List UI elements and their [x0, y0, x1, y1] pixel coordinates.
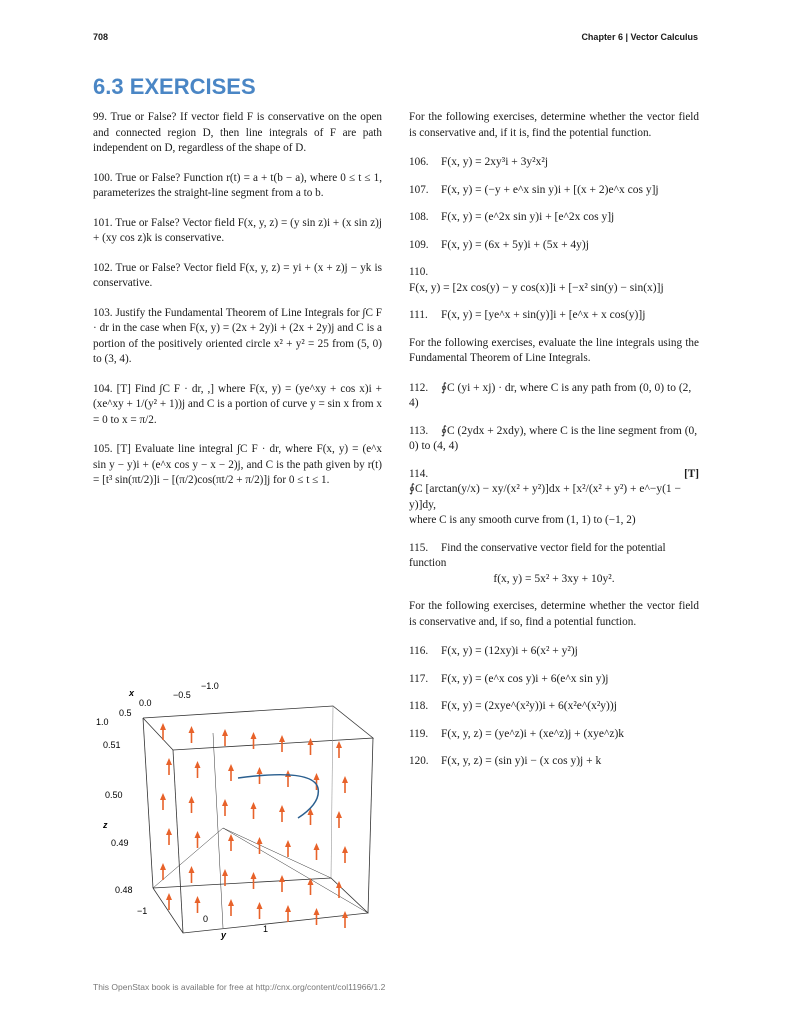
- vector-arrow: [342, 776, 348, 793]
- vector-arrow: [189, 726, 195, 743]
- exercise-113: [409, 424, 699, 455]
- exercise-equation: F(x, y) = (6x + 5y)i + (5x + 4y)j: [441, 238, 589, 251]
- axis-label-x: x: [129, 688, 135, 698]
- x-tick: −1.0: [201, 681, 219, 691]
- exercise-number: 100.: [93, 171, 113, 184]
- intro-fundamental-theorem: For the following exercises, evaluate the line integrals using the Fundamental Theorem of Line Integrals.: [409, 336, 699, 364]
- curve-C: [238, 775, 318, 818]
- x-tick: 0.0: [139, 698, 152, 708]
- y-tick: −1: [137, 906, 148, 916]
- right-column: [409, 110, 699, 782]
- intro-conservative: For the following exercises, determine whether the vector field is conservative and, if it is, find the potential function.: [409, 111, 699, 139]
- left-column: [93, 110, 382, 503]
- exercise-number: 114.: [409, 467, 429, 480]
- vector-arrow: [166, 758, 172, 775]
- exercise-number: 116.: [409, 645, 429, 657]
- exercise-equation: ∮C [arctan(y/x) − xy/(x² + y²)]dx + [x²/(x² + y²) + e^−y(1 − y)]dy,: [409, 483, 682, 511]
- vector-field-3d-plot: [93, 678, 383, 940]
- vector-arrow: [336, 741, 342, 758]
- exercise-111: [409, 308, 699, 324]
- y-tick: 1: [263, 924, 269, 934]
- technology-tag: [T]: [684, 467, 699, 480]
- page-number: 708: [93, 32, 109, 42]
- exercise-117: [409, 672, 699, 688]
- vector-arrow: [228, 899, 234, 916]
- box-inner: [223, 828, 368, 913]
- box-edge: [173, 750, 183, 933]
- exercise-number: 119.: [409, 727, 429, 740]
- exercise-115: [409, 541, 699, 588]
- vector-arrow: [257, 837, 263, 854]
- vector-arrow: [314, 843, 320, 860]
- exercise-number: 104.: [93, 382, 113, 395]
- exercise-101: [93, 216, 382, 247]
- section-title: 6.3 EXERCISES: [93, 74, 256, 99]
- vector-arrow: [195, 896, 201, 913]
- vector-arrow: [160, 793, 166, 810]
- exercise-99: [93, 110, 382, 157]
- box-inner: [223, 828, 331, 878]
- vector-arrow: [228, 764, 234, 781]
- exercise-118: [409, 699, 699, 715]
- exercise-equation: F(x, y) = 2xy³i + 3y²x²j: [441, 156, 549, 168]
- exercise-number: 109.: [409, 238, 429, 251]
- exercise-text: True or False? Function r(t) = a + t(b − a), where 0 ≤ t ≤ 1, parameterizes the straight-line segment from a to b.: [93, 171, 382, 199]
- axis-label-y: y: [221, 930, 227, 940]
- exercise-number: 102.: [93, 261, 113, 274]
- vector-arrow: [279, 875, 285, 892]
- exercise-equation: F(x, y) = (2xye^(x²y))i + 6(x²e^(x²y))j: [441, 700, 617, 712]
- vector-arrow: [336, 811, 342, 828]
- exercise-equation: ∮C (2ydx + 2xdy), where C is the line segment from (0, 0) to (4, 4): [409, 424, 698, 452]
- vector-arrow: [285, 840, 291, 857]
- chapter-header: Chapter 6 | Vector Calculus: [581, 32, 698, 42]
- exercise-number: 101.: [93, 216, 113, 229]
- exercise-text: [T] Evaluate line integral ∫C F · dr, where F(x, y) = (e^x sin y − y)i + (e^x cos y − x − 2)j, and C is the path given by r(t) = [t³ sin(πt/2)]i − [(π/2)cos(πt/2 + π/2)]j for 0 ≤ t ≤ 1.: [93, 443, 383, 486]
- exercise-106: [409, 155, 699, 171]
- exercise-102: [93, 261, 382, 292]
- x-tick: −0.5: [173, 690, 191, 700]
- vector-arrow: [195, 831, 201, 848]
- exercise-109: [409, 238, 699, 254]
- exercise-105: [93, 442, 382, 489]
- exercise-number: 99.: [93, 111, 107, 123]
- exercise-text: where C is any smooth curve from (1, 1) to (−1, 2): [409, 514, 636, 526]
- exercise-107: [409, 183, 699, 199]
- exercise-number: 110.: [409, 266, 429, 278]
- z-tick: 0.49: [111, 838, 129, 848]
- exercise-equation: F(x, y) = [2x cos(y) − y cos(x)]i + [−x² sin(y) − sin(x)]j: [409, 281, 664, 294]
- vector-arrow: [222, 799, 228, 816]
- z-tick: 0.51: [103, 740, 121, 750]
- exercise-104: [93, 382, 382, 429]
- z-tick: 0.48: [115, 885, 133, 895]
- exercise-number: 115.: [409, 541, 429, 554]
- exercise-110: [409, 265, 699, 296]
- exercise-text: True or False? Vector field F(x, y, z) = yi + (x + z)j − yk is conservative.: [93, 261, 382, 289]
- exercise-112: [409, 381, 699, 412]
- exercise-number: 103.: [93, 306, 113, 319]
- exercise-text: [T] Find ∫C F · dr, ,] where F(x, y) = (ye^xy + cos x)i + (xe^xy + 1/(y² + 1))j and C is a portion of curve y = sin x from x = 0 to x = π/2.: [93, 382, 382, 426]
- exercise-equation: F(x, y) = (−y + e^x sin y)i + [(x + 2)e^x cos y]j: [441, 183, 659, 196]
- vector-arrow: [251, 802, 257, 819]
- z-tick: 0.50: [105, 790, 123, 800]
- exercise-number: 105.: [93, 443, 113, 455]
- vector-arrow: [166, 893, 172, 910]
- vector-arrows: [160, 723, 348, 928]
- exercise-equation: F(x, y) = (12xy)i + 6(x² + y²)j: [441, 645, 578, 657]
- exercise-number: 117.: [409, 672, 429, 685]
- exercise-number: 112.: [409, 381, 429, 394]
- exercise-equation: F(x, y, z) = (sin y)i − (x cos y)j + k: [441, 755, 602, 767]
- intro-potential: For the following exercises, determine whether the vector field is conservative and, if so, find a potential function.: [409, 600, 699, 628]
- exercise-equation: f(x, y) = 5x² + 3xy + 10y².: [493, 572, 615, 585]
- exercise-number: 107.: [409, 183, 429, 196]
- axis-label-z: z: [103, 820, 108, 830]
- exercise-text: True or False? If vector field F is conservative on the open and connected region D, then line integrals of F are path independent on D, regardless of the shape of D.: [93, 111, 382, 154]
- vector-arrow: [279, 805, 285, 822]
- exercise-equation: F(x, y) = [ye^x + sin(y)]i + [e^x + x cos(y)]j: [441, 309, 646, 321]
- vector-arrow: [314, 908, 320, 925]
- vector-arrow: [228, 834, 234, 851]
- exercise-116: [409, 644, 699, 660]
- exercise-number: 120.: [409, 755, 429, 767]
- box-edge: [368, 738, 373, 913]
- exercise-equation: F(x, y) = (e^x cos y)i + 6(e^x sin y)j: [441, 672, 609, 685]
- plot-svg: [93, 678, 383, 940]
- y-tick: 0: [203, 914, 209, 924]
- vector-arrow: [189, 796, 195, 813]
- vector-arrow: [308, 738, 314, 755]
- exercise-120: [409, 754, 699, 770]
- box-inner: [213, 733, 223, 928]
- x-tick: 0.5: [119, 708, 132, 718]
- exercise-108: [409, 210, 699, 226]
- exercise-equation: F(x, y, z) = (ye^z)i + (xe^z)j + (xye^z)k: [441, 727, 625, 740]
- exercise-114: [409, 467, 699, 529]
- box-edge: [331, 706, 333, 878]
- exercise-100: [93, 171, 382, 202]
- vector-arrow: [342, 911, 348, 928]
- vector-arrow: [285, 905, 291, 922]
- exercise-number: 108.: [409, 211, 429, 223]
- x-tick: 1.0: [96, 717, 109, 727]
- exercise-text: Justify the Fundamental Theorem of Line Integrals for ∫C F · dr in the case when F(x, y) = (2x + 2y)i + (2x + 2y)j and C is a portion of the positively oriented circle x² + y² = 25 from (5, 0) to (3, 4).: [93, 306, 382, 365]
- exercise-119: [409, 727, 699, 743]
- exercise-equation: F(x, y) = (e^2x sin y)i + [e^2x cos y]j: [441, 211, 615, 223]
- vector-arrow: [257, 902, 263, 919]
- vector-arrow: [166, 828, 172, 845]
- vector-arrow: [342, 846, 348, 863]
- box-edge: [143, 718, 153, 888]
- vector-arrow: [251, 732, 257, 749]
- footer-note: This OpenStax book is available for free at http://cnx.org/content/col11966/1.2: [93, 982, 386, 992]
- exercise-text: True or False? Vector field F(x, y, z) = (y sin z)i + (x sin z)j + (xy cos z)k is conservative.: [93, 216, 382, 244]
- exercise-number: 111.: [409, 309, 428, 321]
- exercise-text: Find the conservative vector field for the potential function: [409, 541, 666, 569]
- exercise-equation: ∮C (yi + xj) · dr, where C is any path from (0, 0) to (2, 4): [409, 381, 692, 409]
- exercise-number: 106.: [409, 156, 429, 168]
- vector-arrow: [222, 729, 228, 746]
- vector-arrow: [195, 761, 201, 778]
- vector-arrow: [285, 770, 291, 787]
- exercise-103: [93, 306, 382, 368]
- vector-arrow: [251, 872, 257, 889]
- exercise-number: 118.: [409, 700, 429, 712]
- vector-arrow: [189, 866, 195, 883]
- exercise-number: 113.: [409, 424, 429, 437]
